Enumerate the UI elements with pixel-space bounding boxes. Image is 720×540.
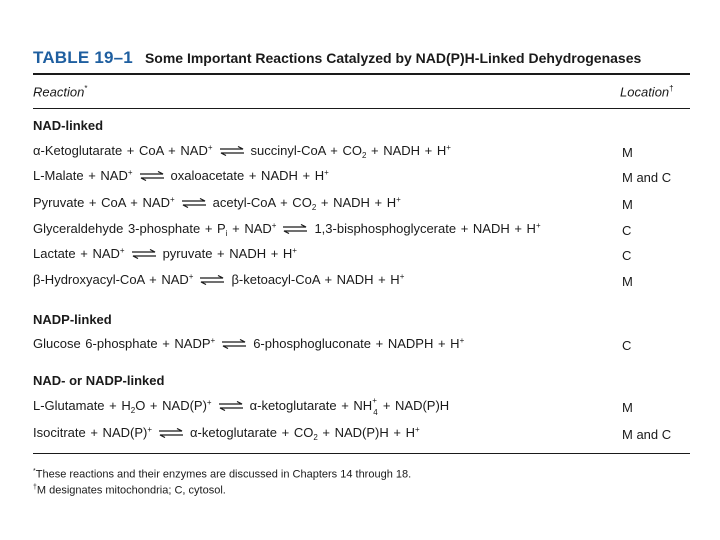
footnote-mark: *	[84, 84, 88, 93]
equilibrium-arrows-icon	[221, 337, 247, 352]
location-value: C	[622, 338, 632, 353]
section-nadp-linked: NADP-linked	[33, 312, 112, 327]
bottom-rule	[33, 453, 690, 454]
reaction-row: L-Malate + NAD+ oxaloacetate + NADH + H+	[33, 168, 329, 183]
reaction-row: Glucose 6-phosphate + NADP+ 6-phosphogluconate + NADPH + H+	[33, 336, 465, 351]
equilibrium-arrows-icon	[218, 399, 244, 414]
location-value: M	[622, 145, 633, 160]
equilibrium-arrows-icon	[158, 426, 184, 441]
footnote-mark: †	[669, 84, 674, 93]
top-rule	[33, 73, 690, 75]
reaction-row: α-Ketoglutarate + CoA + NAD+ succinyl-CoA + $CO_2$ + NADH + H+	[33, 143, 451, 160]
location-value: C	[622, 223, 632, 238]
section-nad-or-nadp-linked: NAD- or NADP-linked	[33, 373, 165, 388]
reaction-row: L-Glutamate + $H_2O + NAD(P)^+$ α-ketoglutarate + NH + 4 + NAD(P)H	[33, 396, 450, 417]
equilibrium-arrows-icon	[199, 273, 225, 288]
reaction-row: β-Hydroxyacyl-CoA + NAD+ β-ketoacyl-CoA + NADH + H+	[33, 272, 405, 287]
footnote-location: †M designates mitochondria; C, cytosol.	[33, 484, 226, 497]
table-title	[33, 48, 641, 68]
footnote-reactions: *These reactions and their enzymes are discussed in Chapters 14 through 18.	[33, 468, 412, 481]
location-value: M and C	[622, 427, 672, 442]
table-number: TABLE 19–1	[33, 48, 133, 67]
location-value: M and C	[622, 170, 672, 185]
equilibrium-arrows-icon	[219, 144, 245, 159]
location-value: C	[622, 248, 632, 263]
location-value: M	[622, 400, 633, 415]
reaction-row: Glyceraldehyde 3-phosphate + $P_i + NAD^+$ 1,3-bisphosphoglycerate + NADH + H+	[33, 221, 541, 238]
reaction-row: Lactate + NAD+ pyruvate + NADH + H+	[33, 246, 297, 261]
reaction-column-header: Reaction*	[33, 84, 88, 100]
equilibrium-arrows-icon	[181, 196, 207, 211]
section-nad-linked: NAD-linked	[33, 118, 104, 133]
equilibrium-arrows-icon	[282, 222, 308, 237]
reaction-row: Pyruvate + CoA + NAD+ acetyl-CoA + $CO_2$ + NADH + H+	[33, 195, 401, 212]
equilibrium-arrows-icon	[131, 247, 157, 262]
location-value: M	[622, 197, 633, 212]
reaction-row: Isocitrate + NAD(P)+ α-ketoglutarate + $CO_2 + NAD(P)H + H^+$	[33, 425, 420, 442]
location-column-header: Location†	[620, 84, 674, 100]
table-caption: Some Important Reactions Catalyzed by NAD(P)H-Linked Dehydrogenases	[144, 50, 642, 66]
equilibrium-arrows-icon	[139, 169, 165, 184]
header-rule	[33, 108, 690, 109]
location-value: M	[622, 274, 633, 289]
